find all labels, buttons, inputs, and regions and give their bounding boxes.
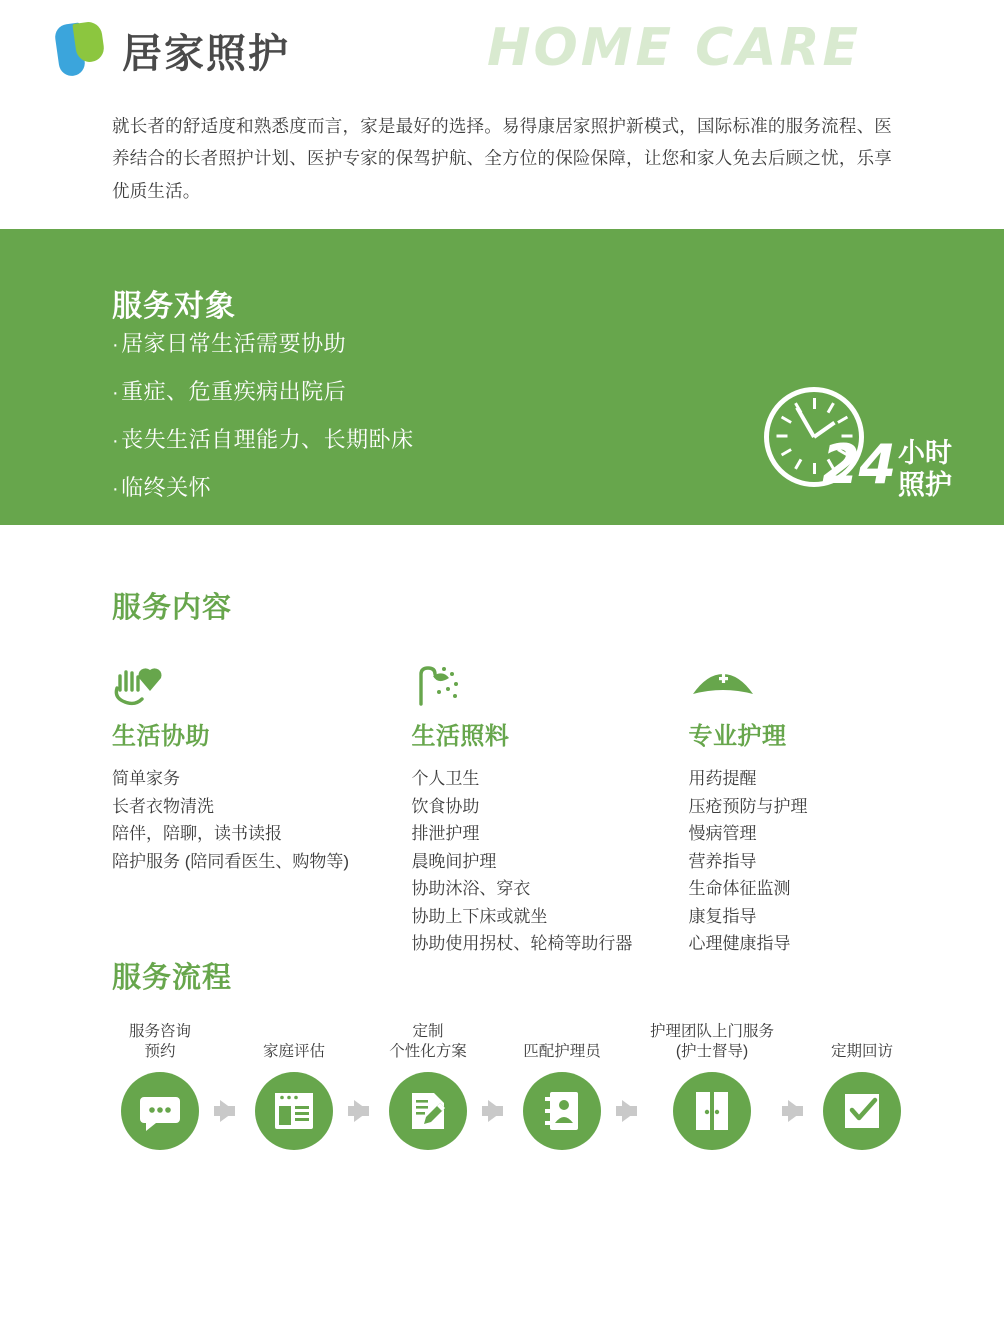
list-item: 生命体征监测	[688, 879, 791, 899]
door-icon	[673, 1072, 751, 1150]
intro-paragraph: 就长者的舒适度和熟悉度而言，家是最好的选择。易得康居家照护新模式，国际标准的服务流程、医养结合的长者照护计划、医护专家的保驾护航、全方位的保险保障，让您和家人免去后顾之忧，乐享优质生活。	[112, 116, 892, 201]
list-item: 心理健康指导	[688, 934, 791, 954]
flow-step-label: 家庭评估	[262, 1042, 325, 1060]
list-item: 营养指导	[688, 851, 757, 871]
contact-book-icon	[523, 1072, 601, 1150]
list-item-label: 临终关怀	[121, 475, 212, 501]
flow-step-1	[112, 1020, 208, 1150]
flow-step-4	[514, 1020, 610, 1150]
column-title: 专业护理	[688, 723, 787, 750]
list-item: 协助沐浴、穿衣	[411, 879, 531, 899]
flow-step-2	[246, 1020, 342, 1150]
badge-number: 24	[822, 433, 896, 497]
service-target-section	[0, 229, 1004, 525]
list-item: 简单家务	[112, 769, 180, 788]
service-item-list	[411, 765, 688, 958]
flow-step-3	[380, 1020, 476, 1150]
flow-step-label: 定制 个性化方案	[389, 1022, 467, 1060]
hand-heart-icon	[112, 664, 411, 708]
flow-step-label: 匹配护理员	[523, 1042, 601, 1060]
page-header	[0, 0, 1004, 100]
logo-title: 居家照护	[122, 32, 290, 76]
list-item: 饮食协助	[411, 796, 480, 816]
service-content-column-1	[112, 664, 411, 958]
list-item: 压疮预防与护理	[688, 796, 808, 816]
flow-arrow	[476, 1072, 514, 1150]
chat-bubble-icon	[121, 1072, 199, 1150]
list-item: 排泄护理	[411, 824, 480, 844]
flow-step-6	[814, 1020, 910, 1150]
list-item: 用药提醒	[688, 769, 757, 788]
document-window-icon	[255, 1072, 333, 1150]
checkbox-icon	[823, 1072, 901, 1150]
flow-step-label: 护理团队上门服务 (护士督导)	[649, 1022, 774, 1060]
nurse-cap-icon	[689, 664, 912, 708]
service-target-list	[112, 333, 414, 525]
service-content-title: 服务内容	[112, 592, 233, 624]
shower-icon	[411, 664, 688, 708]
bullet-dot: ·	[112, 382, 120, 405]
flow-arrow	[610, 1072, 648, 1150]
flow-arrow	[208, 1072, 246, 1150]
watermark-home-care: HOME CARE	[487, 18, 862, 78]
list-item-label: 重症、危重疾病出院后	[121, 379, 347, 405]
bullet-dot: ·	[112, 334, 120, 357]
list-item-label: 居家日常生活需要协助	[121, 331, 347, 357]
bullet-dot: ·	[112, 430, 120, 453]
list-item: 晨晚间护理	[411, 851, 497, 871]
service-item-list	[112, 765, 411, 875]
list-item	[112, 477, 414, 499]
flow-step-label: 定期回访	[830, 1042, 893, 1060]
list-item: 长者衣物清洗	[112, 796, 214, 816]
status-badge	[764, 387, 984, 507]
service-content-column-3	[689, 664, 912, 958]
bullet-dot: ·	[112, 478, 120, 501]
service-content-column-2	[411, 664, 688, 958]
service-content-section	[112, 585, 912, 958]
list-item	[112, 429, 414, 451]
list-item: 协助使用拐杖、轮椅等助行器	[411, 934, 633, 954]
list-item: 陪护服务 (陪同看医生、购物等)	[112, 851, 350, 871]
pencil-note-icon	[389, 1072, 467, 1150]
service-flow-title: 服务流程	[112, 962, 233, 994]
service-item-list	[689, 765, 912, 958]
badge-word-hours: 小时	[898, 438, 952, 469]
service-target-title: 服务对象	[112, 290, 236, 324]
flow-step-label: 服务咨询 预约	[128, 1022, 191, 1060]
list-item-label: 丧失生活自理能力、长期卧床	[121, 427, 414, 453]
list-item: 陪伴，陪聊，读书读报	[112, 824, 282, 844]
list-item	[112, 333, 414, 355]
list-item: 个人卫生	[411, 769, 480, 788]
flow-step-5	[648, 1020, 776, 1150]
badge-word-care: 照护	[898, 470, 952, 501]
column-title: 生活协助	[112, 723, 210, 750]
flow-arrow	[342, 1072, 380, 1150]
list-item: 康复指导	[688, 906, 757, 926]
flow-arrow	[776, 1072, 814, 1150]
list-item: 慢病管理	[688, 824, 757, 844]
leaf-logo-icon	[55, 22, 107, 78]
column-title: 生活照料	[411, 723, 510, 750]
service-flow-section	[112, 955, 922, 1150]
list-item	[112, 381, 414, 403]
list-item: 协助上下床或就坐	[411, 906, 548, 926]
